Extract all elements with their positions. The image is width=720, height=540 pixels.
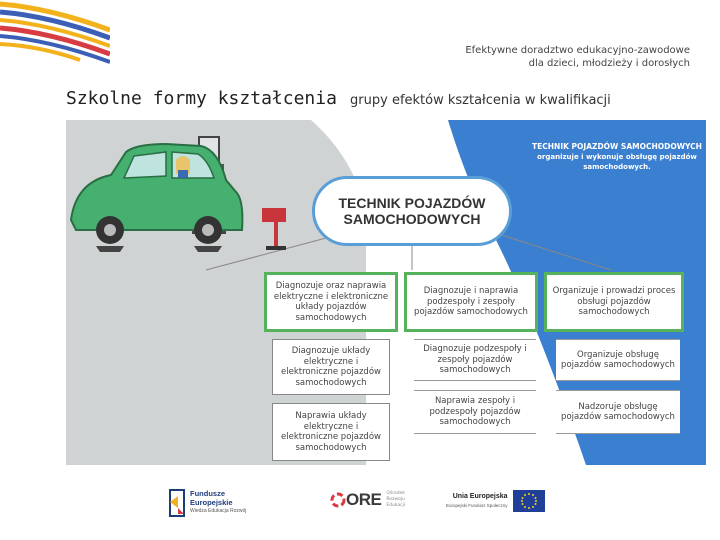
main-task-2-label: Diagnozuje i naprawia podzespoły i zespoły pojazdów samochodowych (414, 286, 528, 318)
ue-line-1: Unia Europejska (452, 493, 508, 500)
fe-logo-icon (168, 488, 186, 518)
corner-stripes-decoration (0, 0, 110, 70)
sub-task-6-label: Nadzoruje obsługę pojazdów samochodowych (561, 401, 675, 422)
top-note-title: TECHNIK POJAZDÓW SAMOCHODOWYCH (532, 142, 702, 151)
main-task-1-label: Diagnozuje oraz naprawia elektryczne i elektroniczne układy pojazdów samochodowych (273, 281, 389, 323)
ore-side-2: Rozwoju (386, 497, 405, 502)
sub-task-3 (556, 339, 680, 381)
top-note (528, 142, 706, 172)
ore-logo (330, 490, 405, 510)
eu-flag-icon (513, 490, 545, 512)
slide-title: Szkolne formy kształcenia (66, 88, 337, 109)
sub-task-4-label: Naprawia układy elektryczne i elektroniczne pojazdów samochodowych (281, 411, 381, 453)
sub-task-1 (272, 339, 390, 395)
central-qualification-node (312, 176, 512, 246)
fe-line-1: Fundusze (190, 489, 225, 499)
sub-task-5 (414, 390, 536, 434)
ore-logo-icon (330, 492, 346, 508)
sub-task-2-label: Diagnozuje podzespoły i zespoły pojazdów samochodowych (423, 344, 527, 376)
main-task-3-label: Organizuje i prowadzi proces obsługi pojazdów samochodowych (552, 286, 676, 318)
slide-subtitle: grupy efektów kształcenia w kwalifikacji (350, 93, 611, 108)
main-task-2 (404, 272, 538, 332)
fe-line-3: Wiedza Edukacja Rozwój (190, 508, 247, 515)
top-note-description: organizuje i wykonuje obsługę pojazdów samochodowych. (537, 153, 697, 171)
fe-line-2: Europejskie (190, 497, 233, 507)
ue-logo (446, 490, 545, 512)
sub-task-3-label: Organizuje obsługę pojazdów samochodowych (561, 349, 675, 370)
sub-task-5-label: Naprawia zespoły i podzespoły pojazdów samochodowych (429, 396, 521, 428)
brand-line-1: Efektywne doradztwo edukacyjno-zawodowe (465, 45, 690, 56)
central-qualification-title: TECHNIK POJAZDÓW SAMOCHODOWYCH (338, 195, 486, 227)
header-brand (465, 44, 690, 70)
slide-title-row (66, 88, 716, 109)
ore-mark: ORE (346, 490, 382, 509)
sub-task-6 (556, 390, 680, 434)
diagram-area (66, 120, 706, 465)
brand-line-2: dla dzieci, młodzieży i dorosłych (528, 58, 690, 69)
footer-logos (0, 482, 720, 527)
ue-line-2: Europejski Fundusz Społeczny (446, 503, 508, 508)
sub-task-1-label: Diagnozuje układy elektryczne i elektroniczne pojazdów samochodowych (281, 346, 381, 388)
fe-logo (168, 488, 246, 518)
ore-side-3: Edukacji (386, 503, 406, 508)
sub-task-4 (272, 403, 390, 461)
ore-side-1: Ośrodek (386, 491, 405, 496)
main-task-1 (264, 272, 398, 332)
sub-task-2 (414, 339, 536, 381)
main-task-3 (544, 272, 684, 332)
